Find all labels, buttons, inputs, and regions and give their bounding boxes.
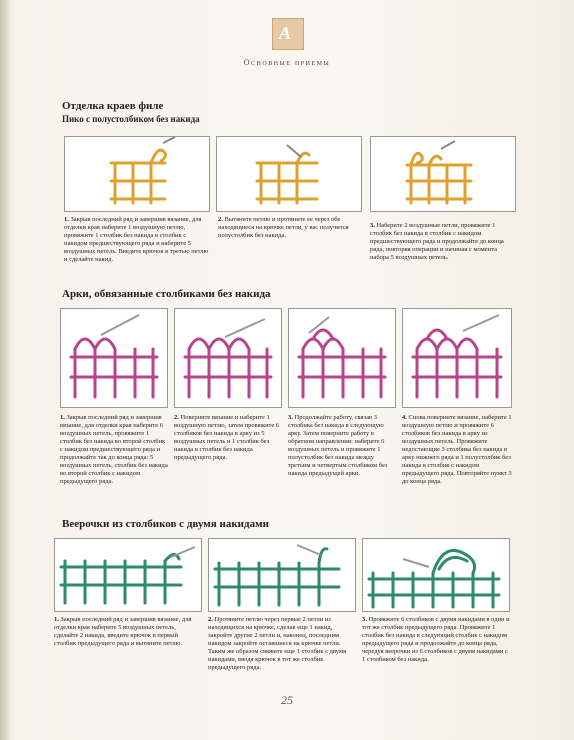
s1-mesh-2-icon bbox=[217, 137, 361, 211]
s2-step-4: 4. Снова поверните вязание, наберите 1 воздушную петлю и провяжите 6 столбиков без накида в арку из воздушных петель. Провяжите недостающие 3 столбика без накида в арку нижнего ряда и 1 полустолбик без накида в столбик с накидом предыдущего ряда. Повторяйте пункт 3 до конца ряда. bbox=[402, 414, 512, 485]
section3-title: Веерочки из столбиков с двумя накидами bbox=[62, 518, 269, 530]
s1-step-1: 1. Закрыв последний ряд и завершив вязание, для отделки края наберите 1 воздушную петлю, провяжите 1 столбик без накида в столбик с накидом предшествующего ряда и наберите 5 воздушных петель. Введите крючок в третью петлю и сделайте накид. bbox=[64, 216, 209, 263]
book-logo-icon: A bbox=[272, 18, 304, 50]
s2-illustration-1 bbox=[60, 308, 168, 408]
s1-illustration-3 bbox=[370, 136, 516, 212]
s1-mesh-3-icon bbox=[371, 137, 515, 211]
s3-step-3: 3. Провяжите 6 столбиков с двумя накидами в один и тот же столбик предыдущего ряда. Провяжите 1 столбик без накида в следующий столбик с накидом предыдущего ряда и продолжайте до конца ряда, чередуя веерочки из 6 столбиков с двумя накидами с 1 столбиком без накида. bbox=[362, 616, 510, 663]
page-number: 25 bbox=[281, 693, 293, 707]
s1-illustration-1 bbox=[64, 136, 210, 212]
section1-title: Отделка краев филе bbox=[62, 100, 164, 112]
s2-mesh-1-icon bbox=[61, 309, 167, 407]
s2-mesh-4-icon bbox=[403, 309, 511, 407]
page-spine-shadow bbox=[0, 0, 10, 740]
s2-step-3: 3. Продолжайте работу, связав 3 столбика без накида в следующую арку. Затем поверните работу в обратном направлении: наберите 6 воздушных петель и провяжите 1 полустолбик без накида между третьим и четвертым столбиком без накида предыдущей арки. bbox=[288, 414, 388, 477]
s3-mesh-1-icon bbox=[55, 539, 201, 611]
s2-illustration-4 bbox=[402, 308, 512, 408]
s3-illustration-2 bbox=[208, 538, 356, 612]
s2-illustration-3 bbox=[288, 308, 396, 408]
s2-step-2: 2. Поверните вязание и наберите 1 воздушную петлю, затем провяжите 6 столбиков без накида в арку из 5 воздушных петель и 1 столбик без накида в столбик без накида предыдущего ряда. bbox=[174, 414, 280, 461]
section2-title: Арки, обвязанные столбиками без накида bbox=[62, 288, 271, 300]
s2-step-1: 1. Закрыв последний ряд и завершив вязание, для отделки края наберите 6 воздушных петель, провяжите 1 столбик без накида во второй столбик с накидом предшествующего ряда и продолжайте так до конца ряда: 5 воздушных петель, столбик без накида во второй столбик с накидом предыдущего ряда. bbox=[60, 414, 168, 485]
s1-mesh-1-icon bbox=[65, 137, 209, 211]
s3-step-1: 1. Закрыв последний ряд и завершив вязание, для отделки края наберите 5 воздушных петель, сделайте 2 накида, введите крючок в первый столбик предыдущего ряда и вытяните петлю. bbox=[54, 616, 192, 647]
s1-illustration-2 bbox=[216, 136, 362, 212]
s2-mesh-2-icon bbox=[175, 309, 281, 407]
s3-illustration-1 bbox=[54, 538, 202, 612]
s3-mesh-3-icon bbox=[363, 539, 509, 611]
s3-step-2: 2. Протяните петлю через первые 2 петли из находящихся на крючке, сделав еще 1 накид, закройте другие 2 петли и, наконец, последним накидом закройте оставшиеся на крючке петли. Таким же образом свяжите еще 1 столбик с двумя накидами, вводя крючок в тот же столбик предыдущего ряда. bbox=[208, 616, 347, 671]
s2-mesh-3-icon bbox=[289, 309, 395, 407]
section1-subtitle: Пико с полустолбиком без накида bbox=[62, 114, 200, 124]
s1-step-2: 2. Вытяните петлю и протяните ее через обе находящиеся на крючке петли, у вас получится полустолбик без накида. bbox=[218, 216, 349, 239]
s3-illustration-3 bbox=[362, 538, 510, 612]
s1-step-3: 3. Наберите 2 воздушные петли, провяжите 1 столбик без накида в столбик с накидом предшествующего ряда и продолжайте до конца ряда, повторяя операции и начиная с момента набора 5 воздушных петель. bbox=[370, 222, 504, 261]
s3-mesh-2-icon bbox=[209, 539, 355, 611]
section-header: Основные приемы bbox=[243, 58, 331, 67]
s2-illustration-2 bbox=[174, 308, 282, 408]
